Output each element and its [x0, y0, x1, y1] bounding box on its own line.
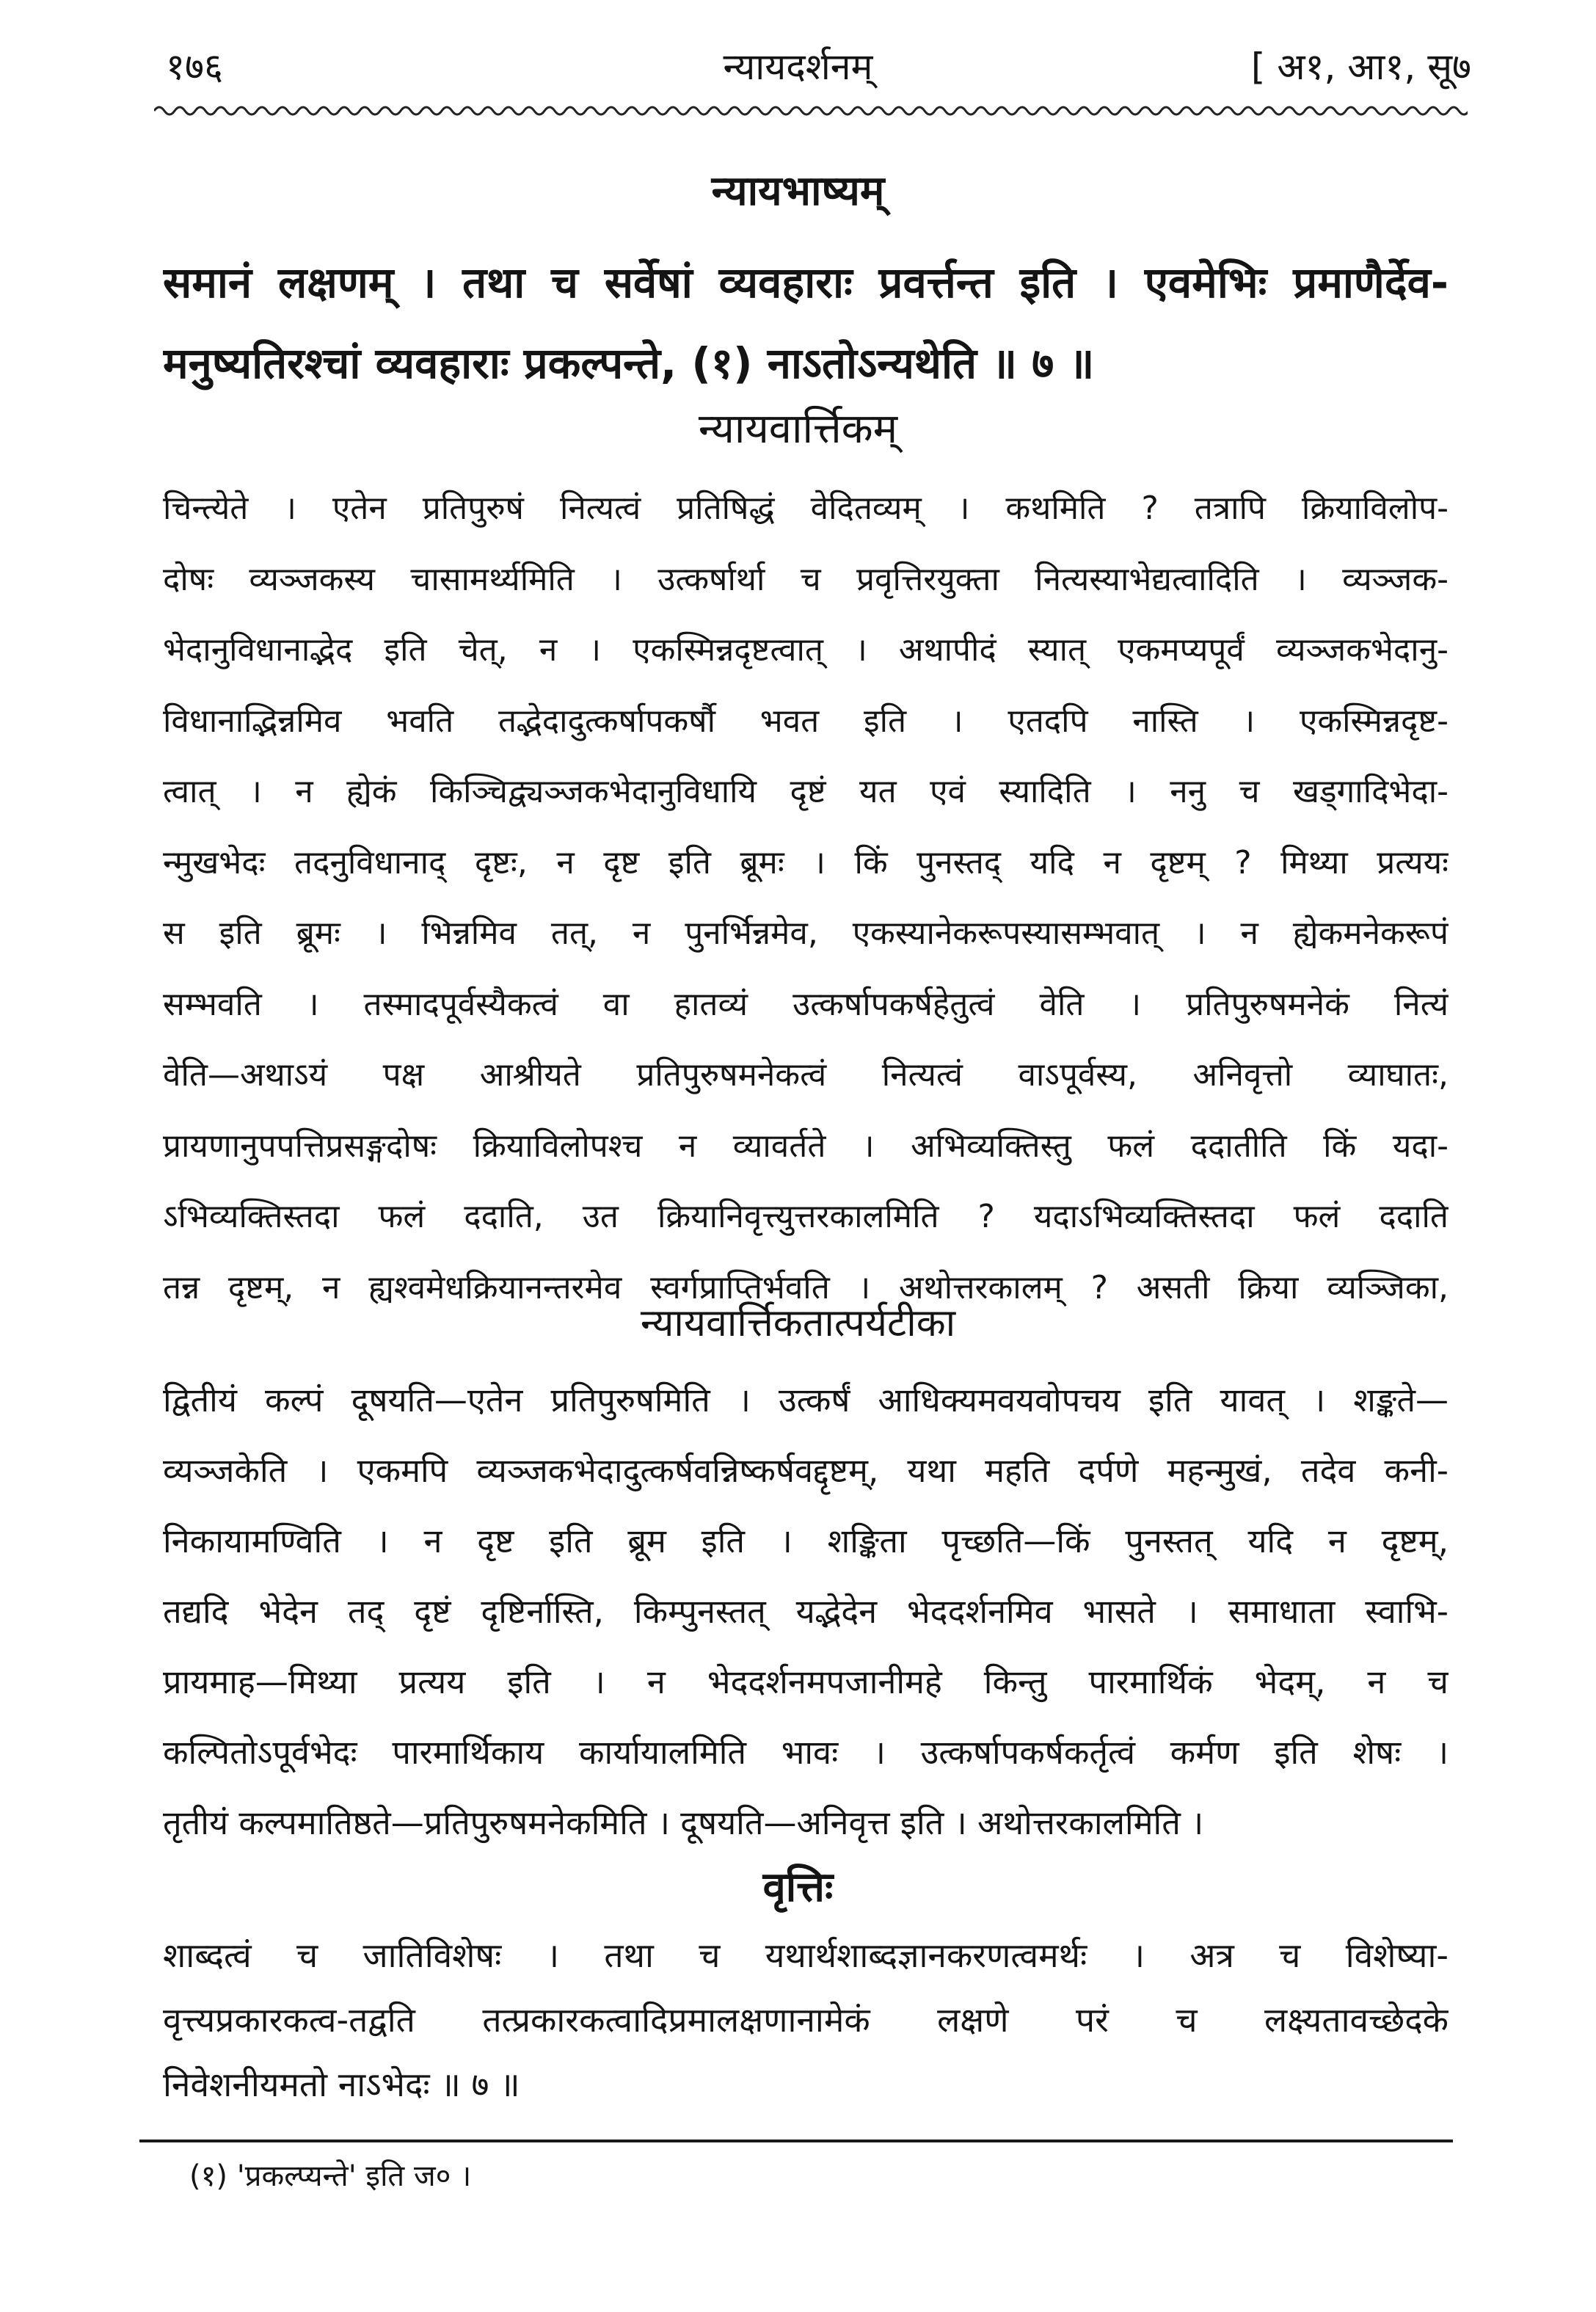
- vartika-text: [163, 473, 1449, 1323]
- vartika-heading: न्यायवार्त्तिकम्: [698, 405, 898, 453]
- vartika-line: चिन्त्येते । एतेन प्रतिपुरुषं नित्यत्वं प्रतिषिद्धं वेदितव्यम् । कथमिति ? तत्रापि क्रियाविलोप-: [163, 490, 1449, 527]
- vartika-line: दोषः व्यञ्जकस्य चासामर्थ्यमिति । उत्कर्षार्था च प्रवृत्तिरयुक्ता नित्यस्याभेद्यत्वादिति । व्यञ्जक-: [163, 560, 1449, 598]
- tatparya-line: व्यञ्जकेति । एकमपि व्यञ्जकभेदादुत्कर्षवन्निष्कर्षवद्दृष्टम्, यथा महति दर्पणे महन्मुखं, तदेव कनी-: [163, 1451, 1449, 1490]
- vartika-line: न्मुखभेदः तदनुविधानाद् दृष्टः, न दृष्ट इति ब्रूमः । किं पुनस्तद् यदि न दृष्टम् ? मिथ्या प्रत्ययः: [163, 843, 1449, 881]
- vritti-line: शाब्दत्वं च जातिविशेषः । तथा च यथार्थशाब्दज्ञानकरणत्वमर्थः । अत्र च विशेष्या-: [163, 1935, 1449, 1975]
- page-number: १७६: [166, 46, 223, 88]
- tatparya-line: तद्यदि भेदेन तद् दृष्टं दृष्टिर्नास्ति, किम्पुनस्तत् यद्भेदेन भेददर्शनमिव भासते । समाधाता स्वाभि-: [163, 1592, 1449, 1631]
- vritti-heading: वृत्तिः: [762, 1864, 834, 1911]
- tatparya-line: प्रायमाह—मिथ्या प्रत्यय इति । न भेददर्शनमपजानीमहे किन्तु पारमार्थिकं भेदम्, न च: [163, 1662, 1449, 1701]
- tatparya-line: तृतीयं कल्पमातिष्ठते—प्रतिपुरुषमनेकमिति । दूषयति—अनिवृत्त इति । अथोत्तरकालमिति ।: [163, 1803, 1204, 1842]
- vartika-line: वेति—अथाऽयं पक्ष आश्रीयते प्रतिपुरुषमनेकत्वं नित्यत्वं वाऽपूर्वस्य, अनिवृत्तो व्याघातः,: [163, 1056, 1449, 1094]
- vartika-line: विधानाद्भिन्नमिव भवति तद्भेदादुत्कर्षापकर्षौ भवत इति । एतदपि नास्ति । एकस्मिन्नदृष्ट-: [163, 702, 1449, 740]
- bhashya-line: मनुष्यतिरश्चां व्यवहाराः प्रकल्पन्ते, (१) नाऽतोऽन्यथेति ॥ ७ ॥: [163, 338, 1095, 388]
- tatparya-text: [163, 1365, 1449, 1858]
- vartika-line: त्वात् । न ह्येकं किञ्चिद्व्यञ्जकभेदानुविधायि दृष्टं यत एवं स्यादिति । ननु च खड्गादिभेदा-: [163, 773, 1449, 810]
- bhashya-text: [163, 242, 1449, 404]
- tatparya-line: निकायामण्विति । न दृष्ट इति ब्रूम इति । शङ्किता पृच्छति—किं पुनस्तत् यदि न दृष्टम्,: [163, 1522, 1449, 1560]
- vritti-line: निवेशनीयमतो नाऽभेदः ॥ ७ ॥: [163, 2065, 520, 2104]
- vartika-line: प्रायणानुपपत्तिप्रसङ्गदोषः क्रियाविलोपश्च न व्यावर्तते । अभिव्यक्तिस्तु फलं ददातीति किं यदा-: [163, 1127, 1449, 1165]
- footnote: (१) 'प्रकल्प्यन्ते' इति ज० ।: [189, 2159, 472, 2193]
- chapter-reference: [ अ१, आ१, सू७: [1250, 46, 1471, 88]
- tatparya-heading: न्यायवार्त्तिकतात्पर्यटीका: [640, 1301, 956, 1345]
- vartika-line: स इति ब्रूमः । भिन्नमिव तत्, न पुनर्भिन्नमेव, एकस्यानेकरूपस्यासम्भवात् । न ह्येकमनेकरूपं: [163, 915, 1449, 952]
- vritti-text: [163, 1923, 1449, 2117]
- vritti-line: वृत्त्यप्रकारकत्व-तद्वति तत्प्रकारकत्वादिप्रमालक्षणानामेकं लक्षणे परं च लक्ष्यतावच्छेदके: [163, 2000, 1449, 2040]
- vartika-line: ऽभिव्यक्तिस्तदा फलं ददाति, उत क्रियानिवृत्त्युत्तरकालमिति ? यदाऽभिव्यक्तिस्तदा फलं ददाति: [163, 1198, 1449, 1235]
- vartika-line: सम्भवति । तस्मादपूर्वस्यैकत्वं वा हातव्यं उत्कर्षापकर्षहेतुत्वं वेति । प्रतिपुरुषमनेकं नित्यं: [163, 985, 1449, 1023]
- bhashya-line: समानं लक्षणम् । तथा च सर्वेषां व्यवहाराः प्रवर्त्तन्त इति । एवमेभिः प्रमाणैर्देव-: [163, 258, 1449, 308]
- footnote-rule: [139, 2140, 1453, 2142]
- bhashya-heading: न्यायभाष्यम्: [711, 167, 885, 215]
- vartika-line: तन्न दृष्टम्, न ह्यश्वमेधक्रियानन्तरमेव स्वर्गप्राप्तिर्भवति । अथोत्तरकालम् ? असती क्रिया व्यञ्जिका,: [163, 1268, 1449, 1306]
- vartika-line: भेदानुविधानाद्भेद इति चेत्, न । एकस्मिन्नदृष्टत्वात् । अथापीदं स्यात् एकमप्यपूर्वं व्यञ्जकभेदानु-: [163, 631, 1449, 669]
- wavy-header-rule: [154, 101, 1468, 120]
- tatparya-line: द्वितीयं कल्पं दूषयति—एतेन प्रतिपुरुषमिति । उत्कर्षं आधिक्यमवयवोपचय इति यावत् । शङ्कते—: [163, 1381, 1449, 1419]
- running-title: न्यायदर्शनम्: [723, 46, 873, 88]
- tatparya-line: कल्पितोऽपूर्वभेदः पारमार्थिकाय कार्यायालमिति भावः । उत्कर्षापकर्षकर्तृत्वं कर्मण इति शेषः ।: [163, 1733, 1449, 1772]
